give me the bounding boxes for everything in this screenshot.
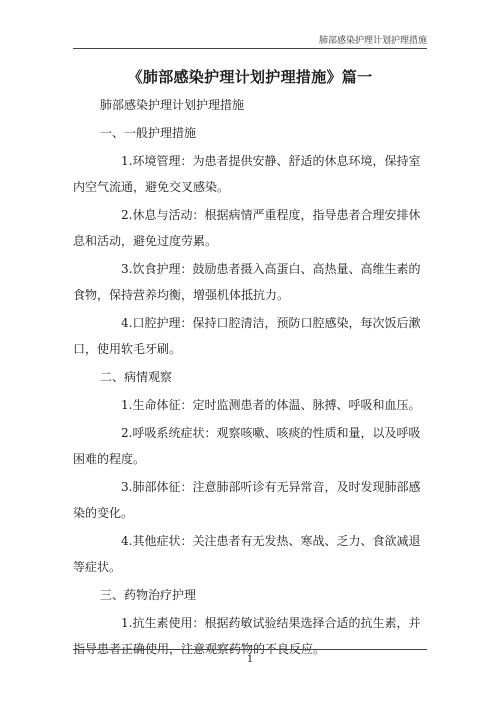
page-header: [73, 36, 427, 49]
document-title: 《肺部感染护理计划护理措施》篇一: [127, 68, 373, 86]
paragraph-other-symptoms-line2: 等症状。: [73, 560, 122, 574]
paragraph-diet-line1: 3.饮食护理：鼓励患者摄入高蛋白、高热量、高维生素的: [121, 262, 421, 276]
paragraph-antibiotics-line1: 1.抗生素使用：根据药敏试验结果选择合适的抗生素，并: [121, 616, 421, 630]
paragraph-rest-line2: 息和活动，避免过度劳累。: [73, 234, 218, 248]
paragraph-oral-line2: 口，使用软毛牙刷。: [73, 342, 182, 356]
paragraph-rest-line1: 2.休息与活动：根据病情严重程度，指导患者合理安排休: [121, 208, 421, 222]
paragraph-respiratory-line1: 2.呼吸系统症状：观察咳嗽、咳痰的性质和量，以及呼吸: [121, 426, 421, 440]
paragraph-antibiotics-line2: 指导患者正确使用，注意观察药物的不良反应。: [73, 642, 326, 656]
paragraph-diet-line2: 食物，保持营养均衡，增强机体抵抗力。: [73, 288, 290, 302]
paragraph-environment-line1: 1.环境管理：为患者提供安静、舒适的休息环境，保持室: [121, 154, 421, 168]
section-heading-medication: 三、药物治疗护理: [100, 588, 197, 602]
paragraph-lung-signs-line1: 3.肺部体征：注意肺部听诊有无异常音，及时发现肺部感: [121, 480, 421, 494]
paragraph-environment-line2: 内空气流通，避免交叉感染。: [73, 180, 230, 194]
document-subtitle: 肺部感染护理计划护理措施: [100, 98, 245, 112]
paragraph-oral-line1: 4.口腔护理：保持口腔清洁，预防口腔感染，每次饭后漱: [121, 316, 421, 330]
paragraph-respiratory-line2: 困难的程度。: [73, 452, 146, 466]
running-title: 肺部感染护理计划护理措施: [318, 36, 427, 46]
paragraph-lung-signs-line2: 染的变化。: [73, 506, 134, 520]
section-heading-observation: 二、病情观察: [100, 370, 173, 384]
paragraph-vitals: 1.生命体征：定时监测患者的体温、脉搏、呼吸和血压。: [121, 398, 421, 412]
page-number: 1: [246, 654, 254, 665]
footer-divider: [73, 649, 427, 650]
paragraph-other-symptoms-line1: 4.其他症状：关注患者有无发热、寒战、乏力、食欲减退: [121, 534, 421, 548]
section-heading-general-care: 一、一般护理措施: [100, 126, 197, 140]
